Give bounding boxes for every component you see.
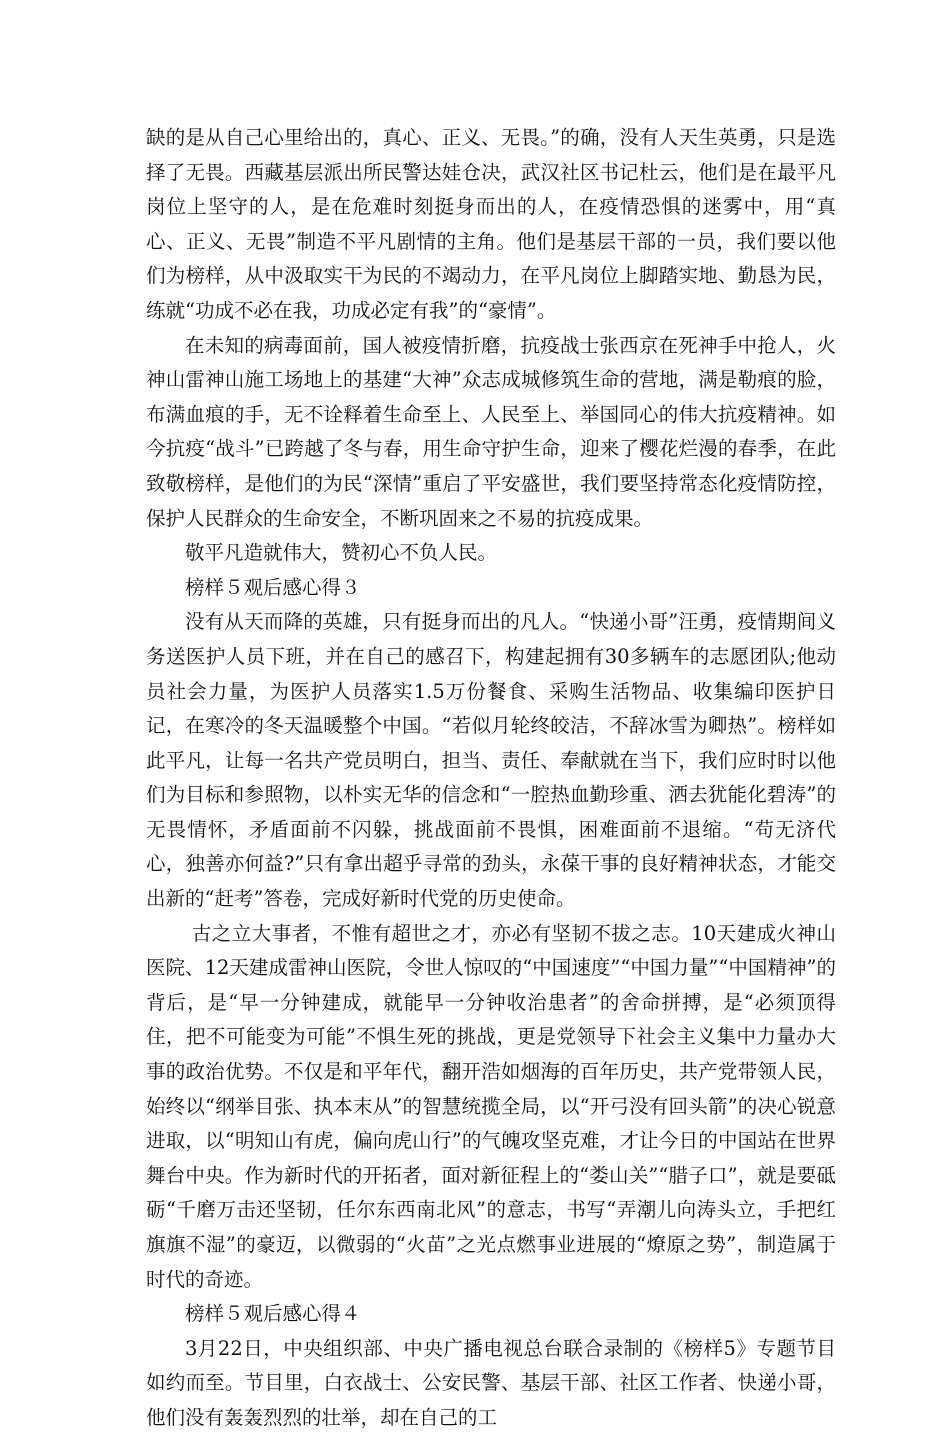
- body-paragraph-5: 古之立大事者，不惟有超世之才，亦必有坚韧不拔之志。10天建成火神山医院、12天建成雷神山医院，令世人惊叹的“中国速度”“中国力量”“中国精神”的背后，是“早一分钟建成，就能早一分钟收治患者”的舍命拼搏，是“必须顶得住，把不可能变为可能”不惧生死的挑战，更是党领导下社会主义集中力量办大事的政治优势。不仅是和平年代，翻开浩如烟海的百年历史，共产党带领人民，始终以“纲举目张、执本末从”的智慧统揽全局，以“开弓没有回头箭”的决心锐意进取，以“明知山有虎，偏向虎山行”的气魄攻坚克难，才让今日的中国站在世界舞台中央。作为新时代的开拓者，面对新征程上的“娄山关”“腊子口”，就是要砥砺“千磨万击还坚韧，任尔东西南北风”的意志，书写“弄潮儿向涛头立，手把红旗旗不湿”的豪迈，以微弱的“火苗”之光点燃事业进展的“燎原之势”，制造属于时代的奇迹。: [146, 921, 836, 1291]
- body-paragraph-2: 在未知的病毒面前，国人被疫情折磨，抗疫战士张西京在死神手中抢人，火神山雷神山施工场地上的基建“大神”众志成城修筑生命的营地，满是勒痕的脸，布满血痕的手，无不诠释着生命至上、人民至上、举国同心的伟大抗疫精神。如今抗疫“战斗”已跨越了冬与春，用生命守护生命，迎来了樱花烂漫的春季，在此致敬榜样，是他们的为民“深情”重启了平安盛世，我们要坚持常态化疫情防控，保护人民群众的生命安全，不断巩固来之不易的抗疫成果。: [146, 333, 836, 530]
- body-paragraph-1: 缺的是从自己心里给出的，真心、正义、无畏。”的确，没有人天生英勇，只是选择了无畏。西藏基层派出所民警达娃仓决，武汉社区书记杜云，他们是在最平凡岗位上坚守的人，是在危难时刻挺身而出的人，在疫情恐惧的迷雾中，用“真心、正义、无畏”制造不平凡剧情的主角。他们是基层干部的一员，我们要以他们为榜样，从中汲取实干为民的不竭动力，在平凡岗位上脚踏实地、勤恳为民，练就“功成不必在我，功成必定有我”的“豪情”。: [146, 126, 836, 322]
- body-paragraph-3: 敬平凡造就伟大，赞初心不负人民。: [185, 541, 498, 565]
- section-heading-3: 榜样５观后感心得３: [185, 575, 361, 599]
- body-paragraph-6: 3月22日，中央组织部、中央广播电视总台联合录制的《榜样5》专题节目如约而至。节目里，白衣战士、公安民警、基层干部、社区工作者、快递小哥，他们没有轰轰烈烈的壮举，却在自己的工: [146, 1336, 836, 1429]
- document-page: [146, 121, 836, 1436]
- section-heading-4: 榜样５观后感心得４: [185, 1302, 361, 1326]
- body-paragraph-4: 没有从天而降的英雄，只有挺身而出的凡人。“快递小哥”汪勇，疫情期间义务送医护人员下班，并在自己的感召下，构建起拥有30多辆车的志愿团队;他动员社会力量，为医护人员落实1.5万份餐食、采购生活物品、收集编印医护日记，在寒冷的冬天温暖整个中国。“若似月轮终皎洁，不辞冰雪为卿热”。榜样如此平凡，让每一名共产党员明白，担当、责任、奉献就在当下，我们应时时以他们为目标和参照物，以朴实无华的信念和“一腔热血勤珍重、洒去犹能化碧涛”的无畏情怀，矛盾面前不闪躲，挑战面前不畏惧，困难面前不退缩。“苟无济代心，独善亦何益?”只有拿出超乎寻常的劲头，永葆干事的良好精神状态，才能交出新的“赶考”答卷，完成好新时代党的历史使命。: [146, 610, 836, 911]
